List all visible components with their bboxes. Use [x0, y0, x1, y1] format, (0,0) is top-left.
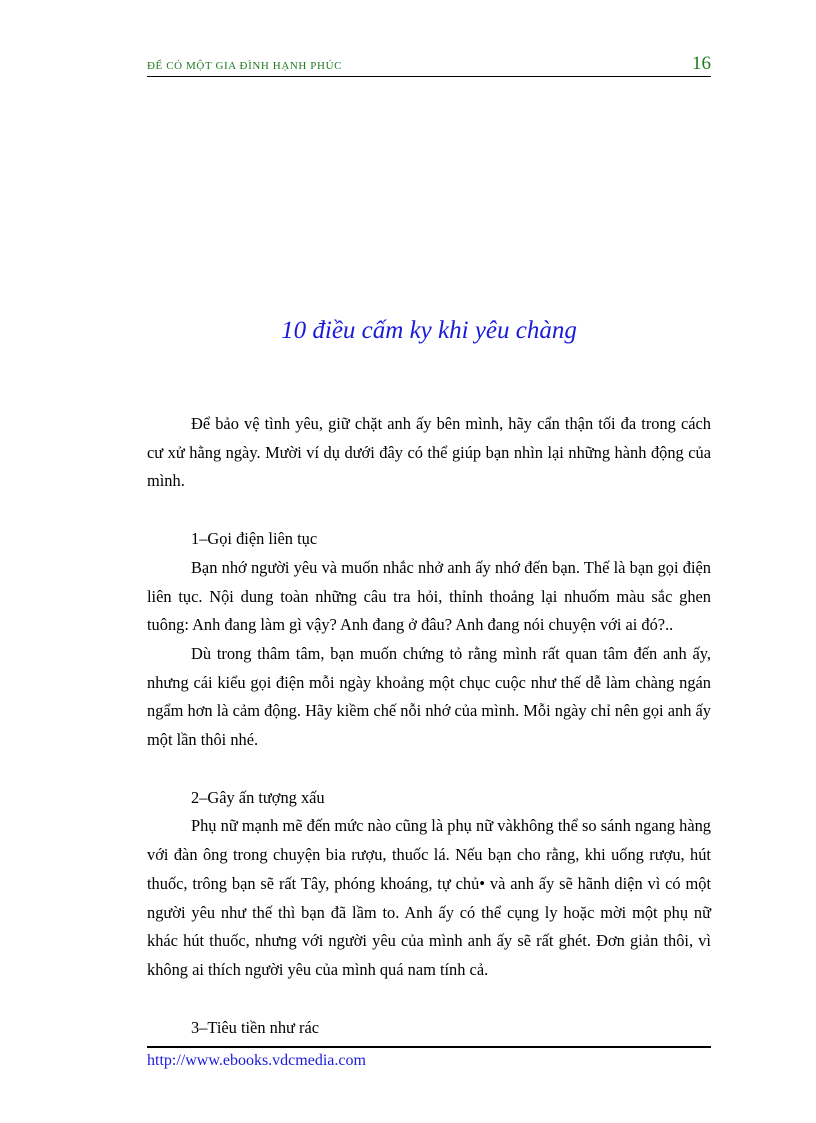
chapter-title: 10 điều cấm ky khi yêu chàng [281, 317, 577, 344]
section-2-paragraph-1: Phụ nữ mạnh mẽ đến mức nào cũng là phụ nữ vàkhông thể so sánh ngang hàng với đàn ông trong chuyện bia rượu, thuốc lá. Nếu bạn cho rằng, khi uống rượu, hút thuốc, trông bạn sẽ rất Tây, phóng khoáng, tự chủ• và anh ấy sẽ hãnh diện vì có một người yêu như thế thì bạn đã lầm to. Anh ấy có thể cụng ly hoặc mời một phụ nữ khác hút thuốc, nhưng với người yêu của mình anh ấy sẽ rất ghét. Đơn giản thôi, vì không ai thích người yêu của mình quá nam tính cả. [147, 816, 711, 979]
section-title-3: 3–Tiêu tiền như rác [191, 1017, 320, 1037]
page-header [147, 52, 711, 77]
section-title-2: 2–Gây ấn tượng xấu [191, 787, 325, 807]
page-footer [147, 1046, 711, 1069]
intro-paragraph: Để bảo vệ tình yêu, giữ chặt anh ấy bên mình, hãy cẩn thận tối đa trong cách cư xử hằng ngày. Mười ví dụ dưới đây có thể giúp bạn nhìn lại những hành động của mình. [147, 414, 711, 491]
section-title-1: 1–Gọi điện liên tục [191, 529, 318, 549]
page-number: 16 [692, 53, 711, 74]
book-title: ĐỂ CÓ MỘT GIA ĐÌNH HẠNH PHÚC [147, 60, 343, 72]
website-link[interactable]: http://www.ebooks.vdcmedia.com [147, 1052, 366, 1069]
body-text [147, 410, 711, 1042]
section-1-paragraph-1: Bạn nhớ người yêu và muốn nhắc nhở anh ấy nhớ đến bạn. Thế là bạn gọi điện liên tục. Nội dung toàn những câu tra hỏi, thỉnh thoảng lại nhuốm màu sắc ghen tuông: Anh đang làm gì vậy? Anh đang ở đâu? Anh đang nói chuyện với ai đó?.. [147, 557, 711, 635]
section-1-paragraph-2: Dù trong thâm tâm, bạn muốn chứng tỏ rằng mình rất quan tâm đến anh ấy, nhưng cái kiểu gọi điện mỗi ngày khoảng một chục cuộc như thế dễ làm chàng ngán ngẩm hơn là cảm động. Hãy kiềm chế nỗi nhớ của mình. Mỗi ngày chỉ nên gọi anh ấy một lần thôi nhé. [147, 643, 711, 750]
